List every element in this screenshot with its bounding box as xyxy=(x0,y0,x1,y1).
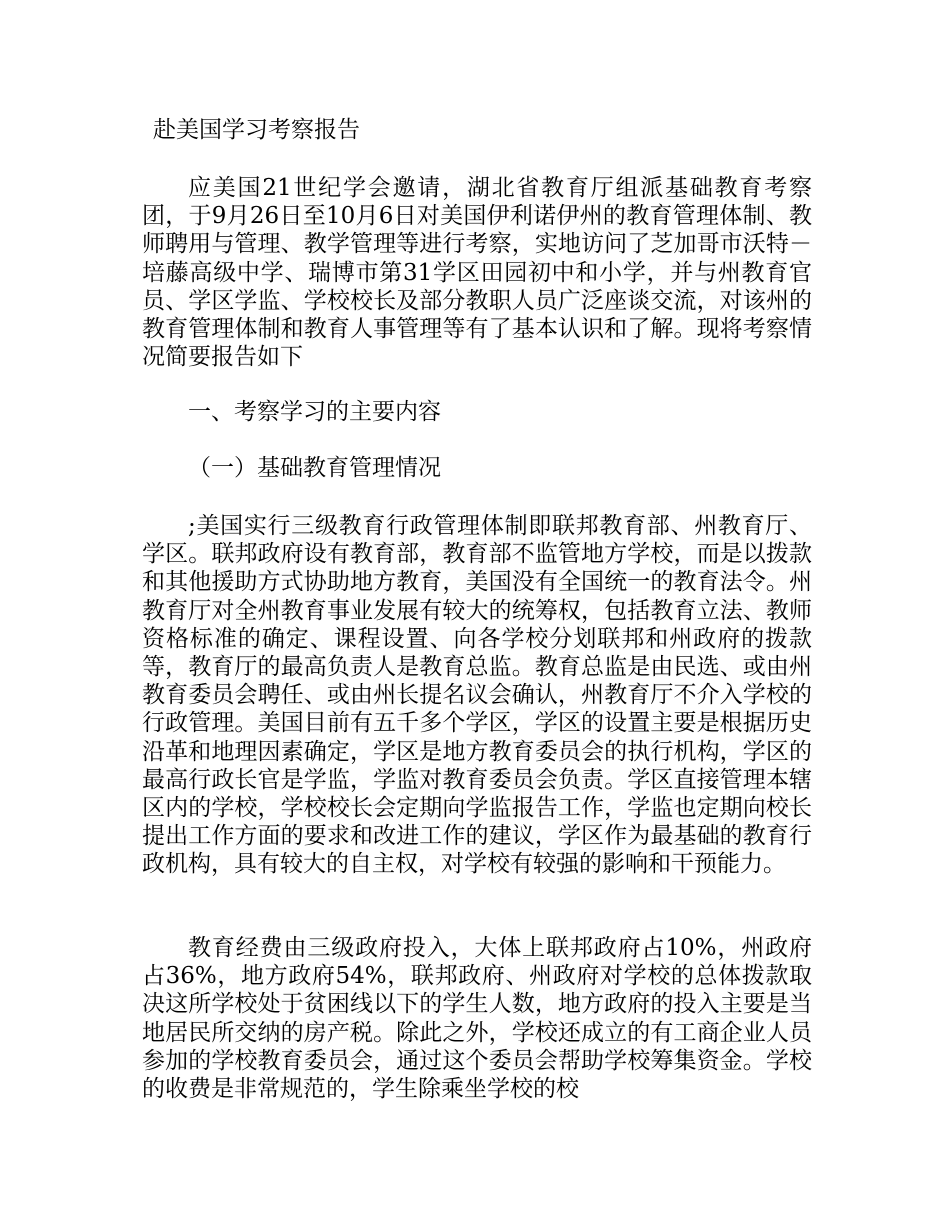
admin-system-paragraph: ;美国实行三级教育行政管理体制即联邦教育部、州教育厅、学区。联邦政府设有教育部，教育部不监管地方学校，而是以拨款和其他援助方式协助地方教育，美国没有全国统一的教育法令。州教育厅对全州教育事业发展有较大的统筹权，包括教育立法、教师资格标准的确定、课程设置、向各学校分划联邦和州政府的拨款等，教育厅的最高负责人是教育总监。教育总监是由民选、或由州教育委员会聘任、或由州长提名议会确认，州教育厅不介入学校的行政管理。美国目前有五千多个学区，学区的设置主要是根据历史沿革和地理因素确定，学区是地方教育委员会的执行机构，学区的最高行政长官是学监，学监对教育委员会负责。学区直接管理本辖区内的学校，学校校长会定期向学监报告工作，学监也定期向校长提出工作方面的要求和改进工作的建议，学区作为最基础的教育行政机构，具有较大的自主权，对学校有较强的影响和干预能力。 xyxy=(142,513,812,878)
section-heading: 一、考察学习的主要内容 xyxy=(188,399,441,425)
intro-paragraph: 应美国21世纪学会邀请，湖北省教育厅组派基础教育考察团，于9月26日至10月6日对美国伊利诺伊州的教育管理体制、教师聘用与管理、教学管理等进行考察，实地访问了芝加哥市沃特－培藤高级中学、瑞博市第31学区田园初中和小学，并与州教育官员、学区学监、学校校长及部分教职人员广泛座谈交流，对该州的教育管理体制和教育人事管理等有了基本认识和了解。现将考察情况简要报告如下 xyxy=(142,175,812,371)
document-title: 赴美国学习考察报告 xyxy=(153,117,360,143)
funding-paragraph: 教育经费由三级政府投入，大体上联邦政府占10%，州政府占36%，地方政府54%，联邦政府、州政府对学校的总体拨款取决这所学校处于贫困线以下的学生人数，地方政府的投入主要是当地居民所交纳的房产税。除此之外，学校还成立的有工商企业人员参加的学校教育委员会，通过这个委员会帮助学校筹集资金。学校的收费是非常规范的，学生除乘坐学校的校 xyxy=(142,935,812,1103)
subsection-heading: （一）基础教育管理情况 xyxy=(188,455,441,481)
